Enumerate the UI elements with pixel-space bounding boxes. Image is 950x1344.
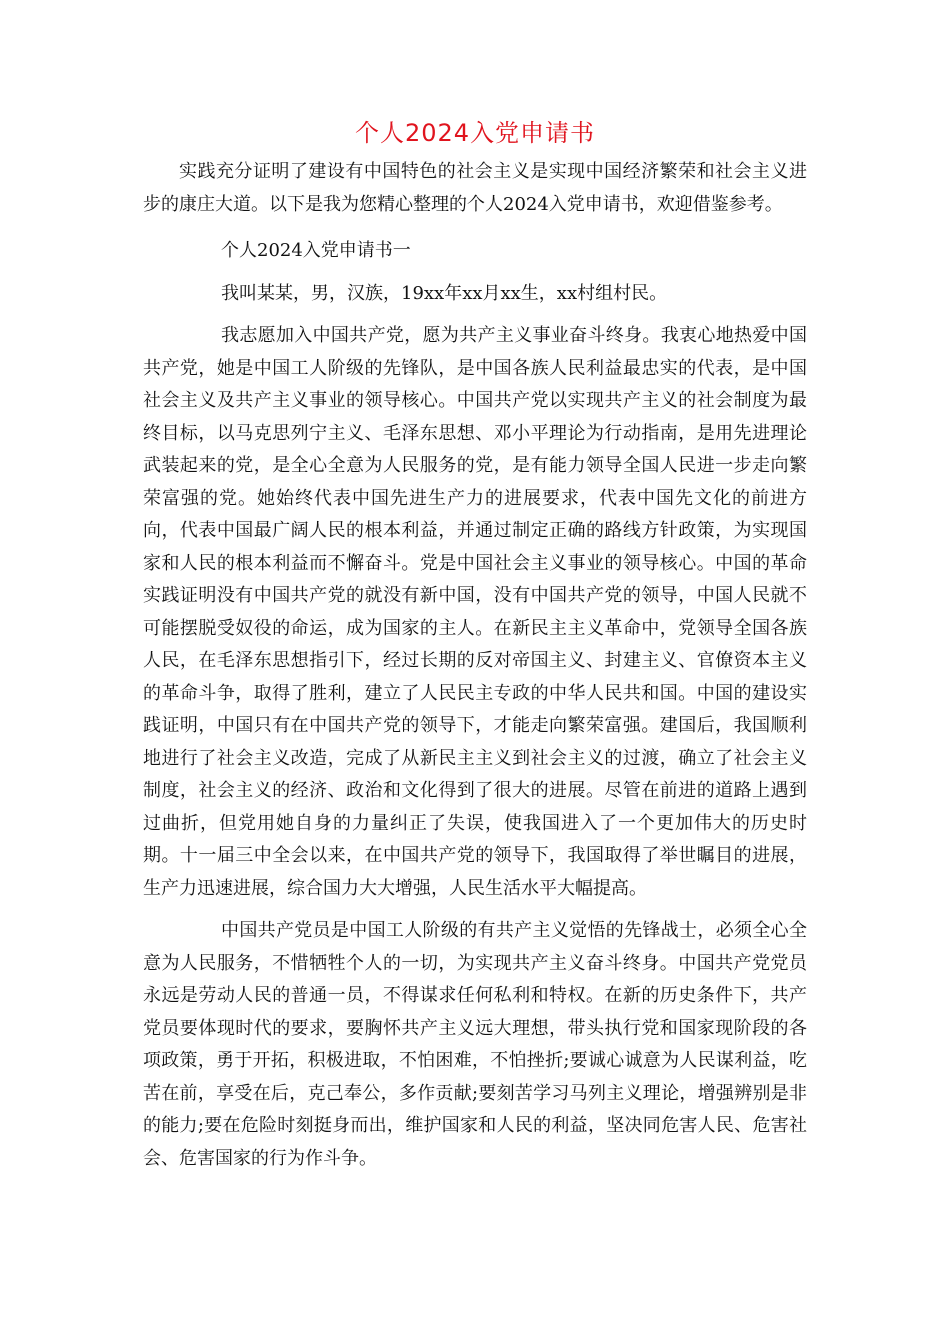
- body-paragraph: 中国共产党员是中国工人阶级的有共产主义觉悟的先锋战士，必须全心全意为人民服务，不惜牺牲个人的一切，为实现共产主义奋斗终身。中国共产党党员永远是劳动人民的普通一员，不得谋求任何私利和特权。在新的历史条件下，共产党员要体现时代的要求，要胸怀共产主义远大理想，带头执行党和国家现阶段的各项政策，勇于开拓，积极进取，不怕困难，不怕挫折;要诚心诚意为人民谋利益，吃苦在前，享受在后，克己奉公，多作贡献;要刻苦学习马列主义理论，增强辨别是非的能力;要在危险时刻挺身而出，维护国家和人民的利益，坚决同危害人民、危害社会、危害国家的行为作斗争。: [143, 920, 807, 1169]
- section-heading: 个人2024入党申请书一: [221, 240, 411, 261]
- body-paragraph: 我志愿加入中国共产党，愿为共产主义事业奋斗终身。我衷心地热爱中国共产党，她是中国工人阶级的先锋队，是中国各族人民利益最忠实的代表，是中国社会主义及共产主义事业的领导核心。中国共产党以实现共产主义的社会制度为最终目标，以马克思列宁主义、毛泽东思想、邓小平理论为行动指南，是用先进理论武装起来的党，是全心全意为人民服务的党，是有能力领导全国人民进一步走向繁荣富强的党。她始终代表中国先进生产力的进展要求，代表中国先文化的前进方向，代表中国最广阔人民的根本利益，并通过制定正确的路线方针政策，为实现国家和人民的根本利益而不懈奋斗。党是中国社会主义事业的领导核心。中国的革命实践证明没有中国共产党的就没有新中国，没有中国共产党的领导，中国人民就不可能摆脱受奴役的命运，成为国家的主人。在新民主主义革命中，党领导全国各族人民，在毛泽东思想指引下，经过长期的反对帝国主义、封建主义、官僚资本主义的革命斗争，取得了胜利，建立了人民民主专政的中华人民共和国。中国的建设实践证明，中国只有在中国共产党的领导下，才能走向繁荣富强。建国后，我国顺利地进行了社会主义改造，完成了从新民主主义到社会主义的过渡，确立了社会主义制度，社会主义的经济、政治和文化得到了很大的进展。尽管在前进的道路上遇到过曲折，但党用她自身的力量纠正了失误，使我国进入了一个更加伟大的历史时期。十一届三中全会以来，在中国共产党的领导下，我国取得了举世瞩目的进展，生产力迅速进展，综合国力大大增强，人民生活水平大幅提高。: [143, 325, 807, 899]
- document-body: [143, 156, 807, 1175]
- applicant-info-paragraph: 我叫某某，男，汉族，19xx年xx月xx生，xx村组村民。: [221, 282, 668, 304]
- intro-paragraph: 实践充分证明了建设有中国特色的社会主义是实现中国经济繁荣和社会主义进步的康庄大道。以下是我为您精心整理的个人2024入党申请书，欢迎借鉴参考。: [143, 161, 807, 215]
- document-title: 个人2024入党申请书: [354, 119, 596, 147]
